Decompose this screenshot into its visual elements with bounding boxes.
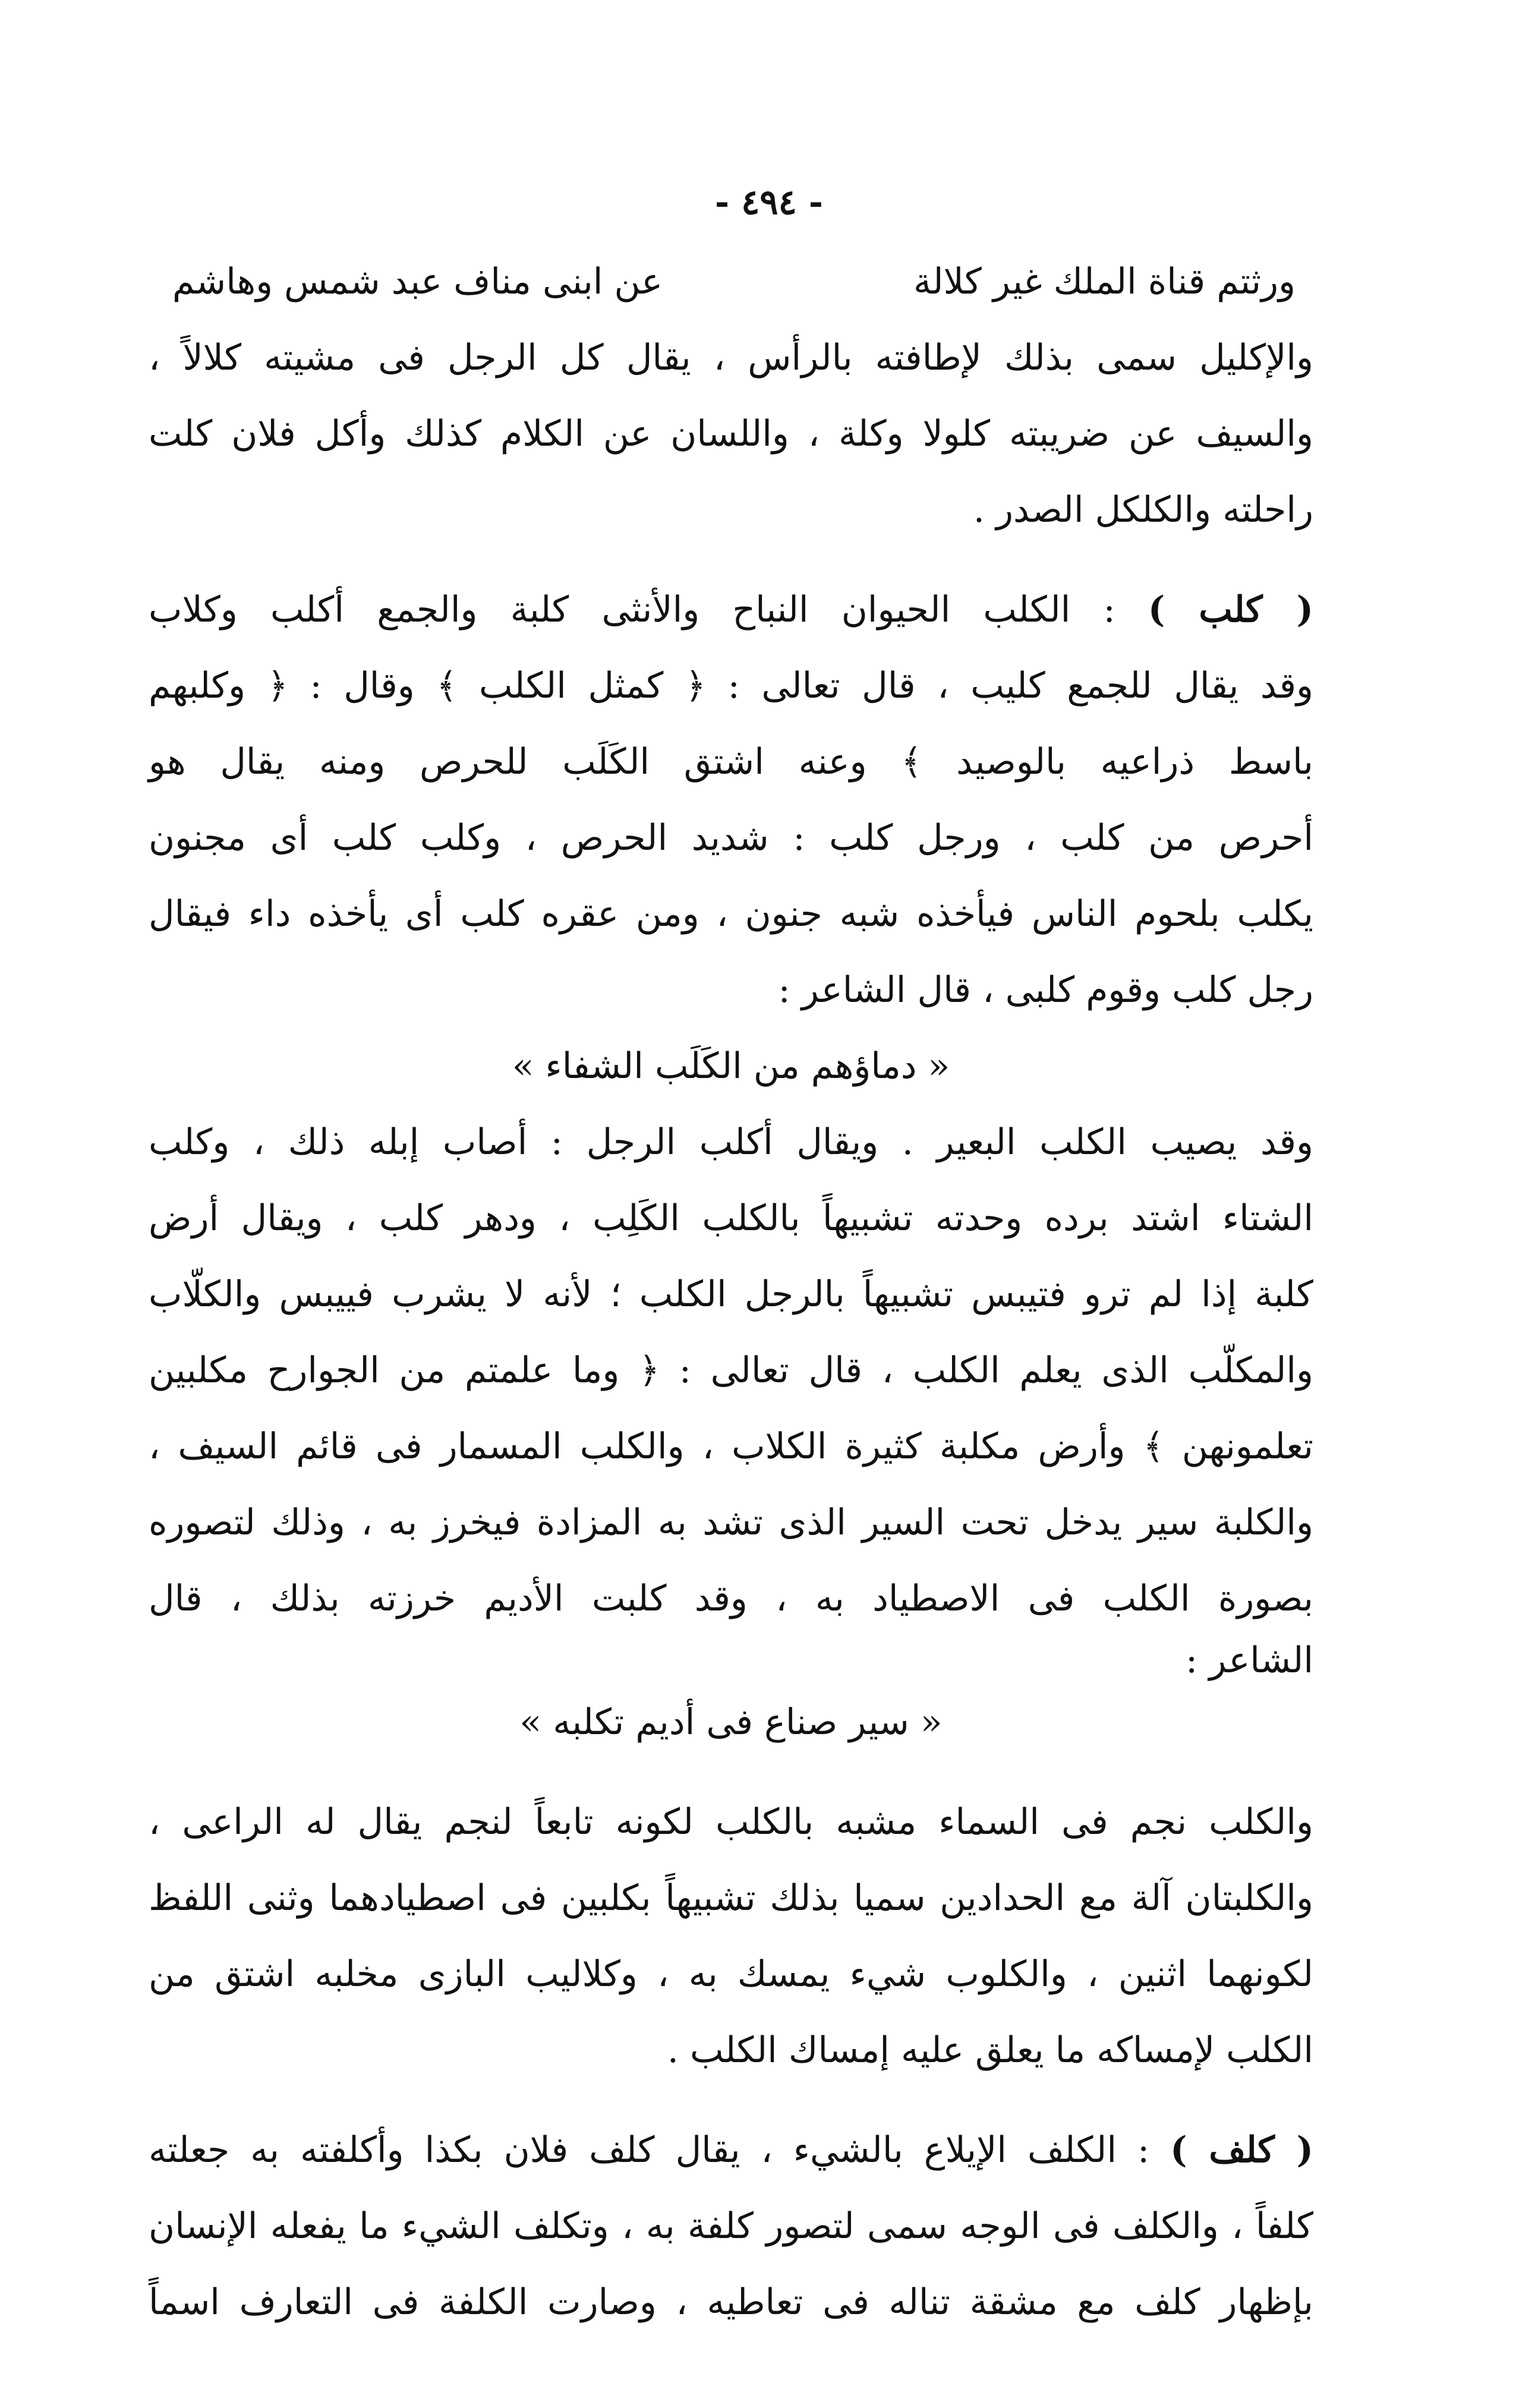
text-line: وقد يقال للجمع كليب ، قال تعالى : ﴿ كمثل الكلب ﴾ وقال : ﴿ وكلبهم <box>149 665 1313 707</box>
text-line: يكلب بلحوم الناس فيأخذه شبه جنون ، ومن عقره كلب أى يأخذه داء فيقال <box>149 893 1313 935</box>
text-line: والكلب نجم فى السماء مشبه بالكلب لكونه تابعاً لنجم يقال له الراعى ، <box>149 1801 1313 1843</box>
entry-first-line: : الكلف الإيلاع بالشيء ، يقال كلف فلان بكذا وأكلفته به جعلته <box>149 2129 1150 2171</box>
text-line: والمكلّب الذى يعلم الكلب ، قال تعالى : ﴿ وما علمتم من الجوارح مكلبين <box>149 1350 1314 1391</box>
entry-heading-kalb: ( كلب ) <box>1148 589 1314 631</box>
text-line: باسط ذراعيه بالوصيد ﴾ وعنه اشتق الكَلَب للحرص ومنه يقال هو <box>149 741 1313 783</box>
text-line: أحرص من كلب ، ورجل كلب : شديد الحرص ، وكلب كلب أى مجنون <box>149 817 1313 859</box>
text-line: بصورة الكلب فى الاصطياد به ، وقد كلبت الأديم خرزته بذلك ، قال <box>149 1578 1313 1619</box>
verse-hemistich-2: عن ابنى مناف عبد شمس وهاشم <box>172 261 663 302</box>
entry-first-line: : الكلب الحيوان النباح والأنثى كلبة والجمع أكلب وكلاب <box>149 589 1115 631</box>
text-line: وقد يصيب الكلب البعير . ويقال أكلب الرجل : أصاب إبله ذلك ، وكلب <box>149 1121 1313 1163</box>
paragraph-kalb <box>149 572 1313 1028</box>
text-line: راحلته والكلكل الصدر . <box>973 489 1313 531</box>
quote-line-1: « دماؤهم من الكَلَب الشفاء » <box>512 1045 950 1087</box>
text-line: والكلبة سير يدخل تحت السير الذى تشد به المزادة فيخرز به ، وذلك لتصوره <box>149 1502 1313 1543</box>
paragraph-4 <box>149 1784 1313 2088</box>
text-line: رجل كلب وقوم كلبى ، قال الشاعر : <box>778 969 1313 1011</box>
text-line <box>149 572 1313 648</box>
text-line: الشاعر : <box>1186 1640 1313 1681</box>
text-line: كلبة إذا لم ترو فتيبس تشبيهاً بالرجل الكلب ؛ لأنه لا يشرب فييبس والكلّاب <box>149 1274 1313 1315</box>
text-line: كلفاً ، والكلف فى الوجه سمى لتصور كلفة به ، وتكلف الشيء ما يفعله الإنسان <box>149 2205 1313 2247</box>
text-line: والإكليل سمى بذلك لإطافته بالرأس ، يقال كل الرجل فى مشيته كلالاً ، <box>149 337 1313 379</box>
entry-heading-kalaf: ( كلف ) <box>1170 2129 1314 2171</box>
paragraph-kalaf <box>149 2112 1313 2340</box>
text-line: تعلمونهن ﴾ وأرض مكلبة كثيرة الكلاب ، والكلب المسمار فى قائم السيف ، <box>149 1426 1313 1467</box>
page-number: - ٤٩٤ - <box>715 182 823 222</box>
paragraph-1 <box>149 320 1313 548</box>
text-column <box>149 244 1313 2340</box>
text-line: والكلبتان آلة مع الحدادين سميا بذلك تشبيهاً بكلبين فى اصطيادهما وثنى اللفظ <box>149 1877 1313 1919</box>
text-line: بإظهار كلف مع مشقة تناله فى تعاطيه ، وصارت الكلفة فى التعارف اسماً <box>149 2281 1313 2323</box>
quote-line-2: « سير صناع فى أديم تكلبه » <box>519 1701 943 1743</box>
text-line: والسيف عن ضريبته كلولا وكلة ، واللسان عن الكلام كذلك وأكل فلان كلت <box>149 413 1314 455</box>
text-line <box>149 2112 1313 2188</box>
text-line: الكلب لإمساكه ما يعلق عليه إمساك الكلب . <box>667 2029 1313 2071</box>
text-line: لكونهما اثنين ، والكلوب شيء يمسك به ، وكلاليب البازى مخلبه اشتق من <box>149 1953 1313 1995</box>
verse-line <box>149 244 1313 320</box>
paragraph-3 <box>149 1104 1313 1684</box>
text-line: الشتاء اشتد برده وحدته تشبيهاً بالكلب الكَلِب ، ودهر كلب ، ويقال أرض <box>149 1197 1313 1239</box>
verse-hemistich-1: ورثتم قناة الملك غير كلالة <box>913 261 1296 302</box>
